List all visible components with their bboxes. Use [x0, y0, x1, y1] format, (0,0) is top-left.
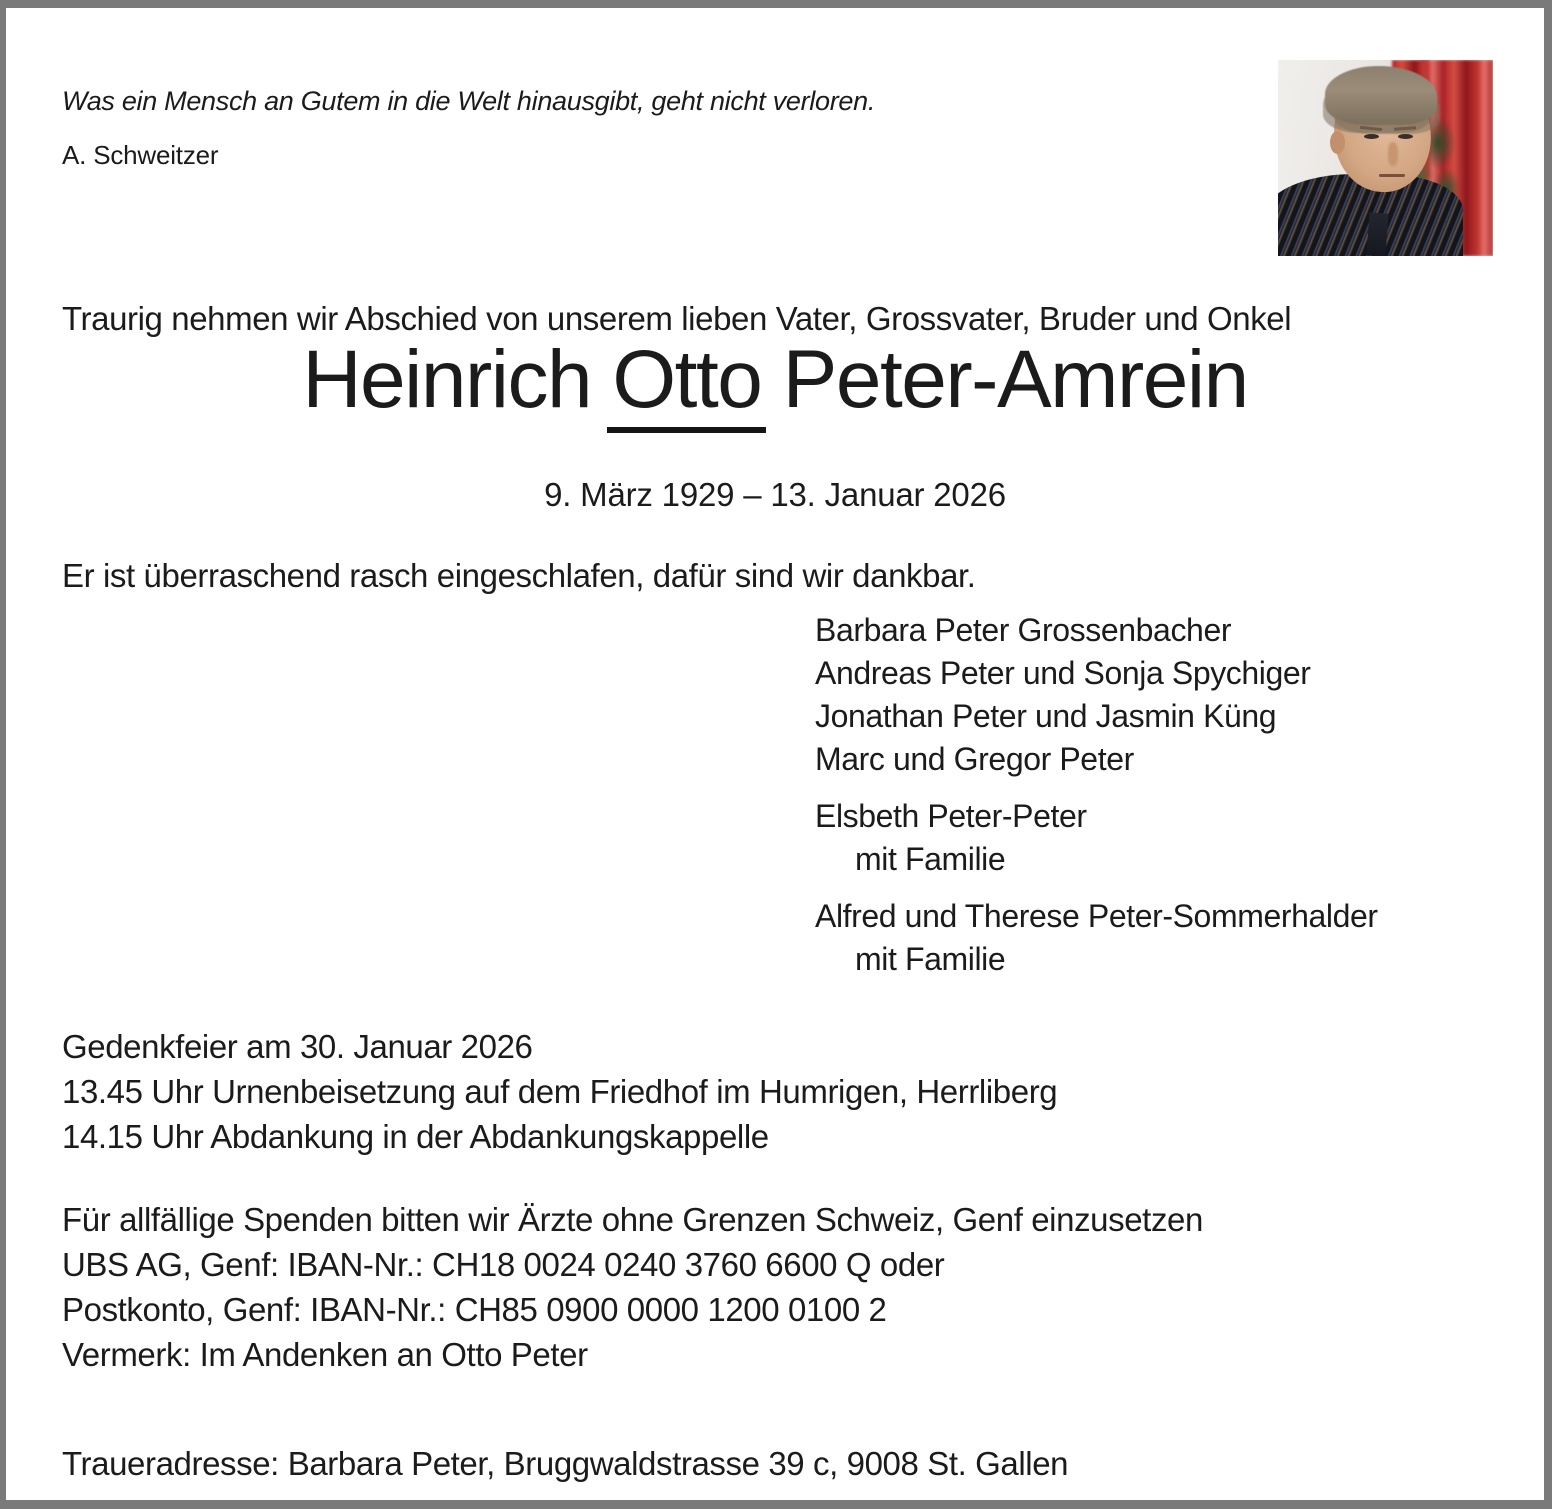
mourner-line: Barbara Peter Grossenbacher — [815, 612, 1232, 648]
mourners-list — [815, 609, 1378, 995]
mourner-line: Alfred und Therese Peter-Sommerhalder — [815, 898, 1378, 934]
farewell-message: Er ist überraschend rasch eingeschlafen, dafür sind wir dankbar. — [62, 557, 976, 594]
deceased-first-name: Heinrich — [302, 334, 592, 425]
life-dates: 9. März 1929 – 13. Januar 2026 — [544, 476, 1006, 513]
mourner-group — [815, 609, 1378, 781]
mouth — [1379, 174, 1405, 177]
intro-line: Traurig nehmen wir Abschied von unserem lieben Vater, Grossvater, Bruder und Onkel — [62, 300, 1292, 337]
donation-line: Postkonto, Genf: IBAN-Nr.: CH85 0900 0000 1200 0100 2 — [62, 1291, 887, 1328]
mourner-line: mit Familie — [855, 841, 1006, 877]
tie — [1367, 212, 1389, 256]
deceased-family-name: Peter-Amrein — [782, 334, 1248, 425]
donation-line: Vermerk: Im Andenken an Otto Peter — [62, 1336, 588, 1373]
scan-border-top — [0, 0, 1552, 8]
ceremony-line: Gedenkfeier am 30. Januar 2026 — [62, 1028, 533, 1065]
mourner-line: mit Familie — [855, 941, 1006, 977]
nose — [1388, 142, 1399, 166]
mourning-address: Traueradresse: Barbara Peter, Bruggwaldstrasse 39 c, 9008 St. Gallen — [62, 1445, 1069, 1482]
donation-details — [62, 1197, 1203, 1377]
mourner-group — [815, 895, 1378, 981]
mourner-line: Jonathan Peter und Jasmin Küng — [815, 698, 1277, 734]
mourner-line: Elsbeth Peter-Peter — [815, 798, 1087, 834]
scan-border-bottom — [0, 1500, 1552, 1509]
mourner-group — [815, 795, 1378, 881]
donation-line: UBS AG, Genf: IBAN-Nr.: CH18 0024 0240 3760 6600 Q oder — [62, 1246, 945, 1283]
ceremony-line: 13.45 Uhr Urnenbeisetzung auf dem Friedhof im Humrigen, Herrliberg — [62, 1073, 1058, 1110]
donation-line: Für allfällige Spenden bitten wir Ärzte ohne Grenzen Schweiz, Genf einzusetzen — [62, 1201, 1203, 1238]
gray-hair — [1325, 66, 1437, 125]
ceremony-line: 14.15 Uhr Abdankung in der Abdankungskappelle — [62, 1118, 769, 1155]
obituary-page — [6, 8, 1544, 1500]
ceremony-details — [62, 1024, 1057, 1159]
epigraph-quote: Was ein Mensch an Gutem in die Welt hinausgibt, geht nicht verloren. — [62, 86, 876, 116]
ear — [1330, 131, 1345, 155]
scan-border-right — [1544, 8, 1552, 1500]
deceased-name — [6, 335, 1544, 425]
mourner-line: Marc und Gregor Peter — [815, 741, 1134, 777]
mourner-line: Andreas Peter und Sonja Spychiger — [815, 655, 1311, 691]
deceased-call-name-underlined: Otto — [607, 334, 766, 433]
epigraph-author: A. Schweitzer — [62, 140, 219, 170]
portrait-photo — [1278, 60, 1493, 256]
